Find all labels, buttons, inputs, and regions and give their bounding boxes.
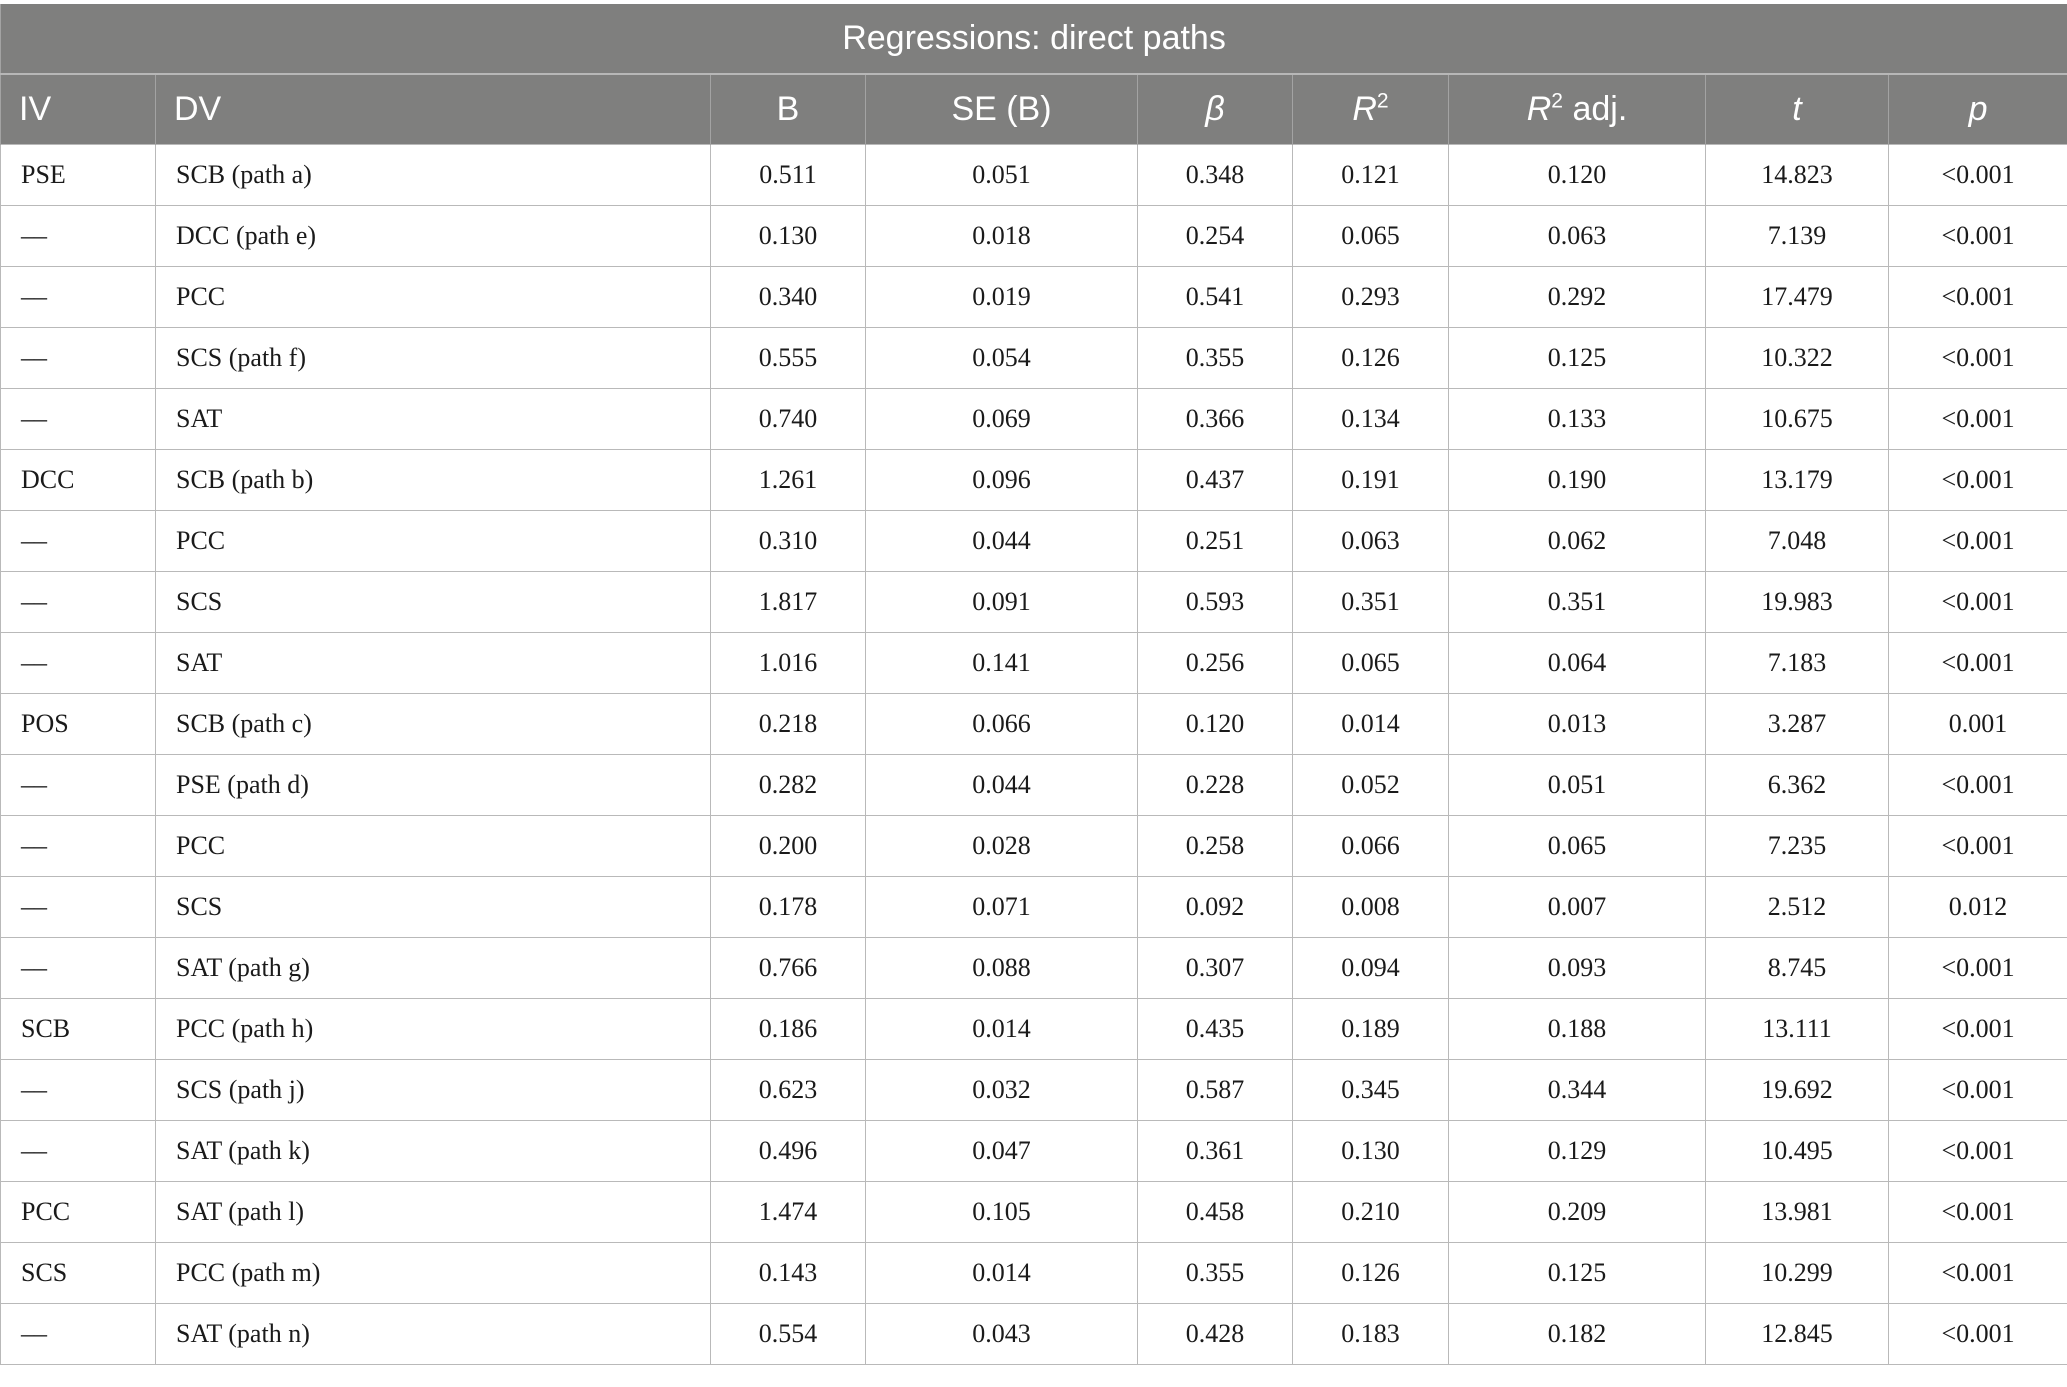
cell-iv: ––	[1, 938, 156, 999]
cell-t: 10.322	[1706, 328, 1889, 389]
cell-dv: SAT (path l)	[156, 1182, 711, 1243]
table-body	[1, 145, 2067, 1365]
cell-beta: 0.120	[1138, 694, 1293, 755]
cell-iv: ––	[1, 206, 156, 267]
table-row	[1, 206, 2067, 267]
table-title: Regressions: direct paths	[1, 4, 2067, 74]
cell-r2: 0.191	[1293, 450, 1449, 511]
header-se: SE (B)	[866, 74, 1138, 145]
cell-beta: 0.541	[1138, 267, 1293, 328]
cell-r2adj: 0.129	[1449, 1121, 1706, 1182]
cell-p: 0.012	[1889, 877, 2067, 938]
cell-beta: 0.092	[1138, 877, 1293, 938]
cell-t: 7.139	[1706, 206, 1889, 267]
cell-iv: ––	[1, 816, 156, 877]
cell-r2: 0.345	[1293, 1060, 1449, 1121]
cell-beta: 0.428	[1138, 1304, 1293, 1365]
cell-se: 0.091	[866, 572, 1138, 633]
cell-p: <0.001	[1889, 999, 2067, 1060]
table-row	[1, 1060, 2067, 1121]
table-row	[1, 633, 2067, 694]
cell-b: 0.623	[711, 1060, 866, 1121]
cell-t: 7.048	[1706, 511, 1889, 572]
cell-r2: 0.210	[1293, 1182, 1449, 1243]
cell-b: 0.186	[711, 999, 866, 1060]
cell-r2: 0.183	[1293, 1304, 1449, 1365]
regression-table	[0, 4, 2067, 1365]
cell-iv: SCS	[1, 1243, 156, 1304]
cell-t: 13.179	[1706, 450, 1889, 511]
table-row	[1, 755, 2067, 816]
cell-dv: SAT (path k)	[156, 1121, 711, 1182]
cell-beta: 0.254	[1138, 206, 1293, 267]
cell-iv: ––	[1, 389, 156, 450]
cell-iv: ––	[1, 1304, 156, 1365]
cell-p: <0.001	[1889, 755, 2067, 816]
cell-dv: PCC	[156, 267, 711, 328]
cell-b: 1.474	[711, 1182, 866, 1243]
cell-beta: 0.361	[1138, 1121, 1293, 1182]
cell-r2adj: 0.125	[1449, 1243, 1706, 1304]
cell-b: 0.282	[711, 755, 866, 816]
cell-dv: PCC	[156, 511, 711, 572]
cell-r2: 0.130	[1293, 1121, 1449, 1182]
cell-b: 0.200	[711, 816, 866, 877]
cell-iv: ––	[1, 328, 156, 389]
cell-beta: 0.307	[1138, 938, 1293, 999]
cell-b: 0.740	[711, 389, 866, 450]
cell-iv: ––	[1, 755, 156, 816]
header-r2-sup: 2	[1376, 89, 1389, 113]
cell-r2adj: 0.182	[1449, 1304, 1706, 1365]
header-r2adj-sup: 2	[1551, 89, 1564, 113]
table-row	[1, 328, 2067, 389]
cell-r2adj: 0.125	[1449, 328, 1706, 389]
cell-r2: 0.014	[1293, 694, 1449, 755]
cell-b: 0.511	[711, 145, 866, 206]
cell-iv: ––	[1, 1121, 156, 1182]
cell-dv: SAT (path n)	[156, 1304, 711, 1365]
cell-r2adj: 0.051	[1449, 755, 1706, 816]
cell-beta: 0.437	[1138, 450, 1293, 511]
cell-p: <0.001	[1889, 1060, 2067, 1121]
cell-t: 10.299	[1706, 1243, 1889, 1304]
cell-iv: SCB	[1, 999, 156, 1060]
cell-beta: 0.251	[1138, 511, 1293, 572]
table-row	[1, 267, 2067, 328]
cell-r2: 0.094	[1293, 938, 1449, 999]
cell-dv: SCB (path b)	[156, 450, 711, 511]
cell-t: 8.745	[1706, 938, 1889, 999]
header-beta: β	[1138, 74, 1293, 145]
cell-se: 0.051	[866, 145, 1138, 206]
cell-se: 0.043	[866, 1304, 1138, 1365]
cell-iv: ––	[1, 877, 156, 938]
header-t: t	[1706, 74, 1889, 145]
cell-p: <0.001	[1889, 389, 2067, 450]
header-r2-adj	[1449, 74, 1706, 145]
cell-se: 0.141	[866, 633, 1138, 694]
cell-b: 1.817	[711, 572, 866, 633]
cell-dv: SCB (path c)	[156, 694, 711, 755]
cell-b: 0.766	[711, 938, 866, 999]
table-row	[1, 511, 2067, 572]
cell-dv: SCS (path f)	[156, 328, 711, 389]
table-row	[1, 694, 2067, 755]
cell-b: 0.218	[711, 694, 866, 755]
table-row	[1, 938, 2067, 999]
cell-se: 0.088	[866, 938, 1138, 999]
cell-beta: 0.256	[1138, 633, 1293, 694]
cell-se: 0.069	[866, 389, 1138, 450]
cell-p: <0.001	[1889, 1304, 2067, 1365]
cell-r2adj: 0.351	[1449, 572, 1706, 633]
cell-b: 1.016	[711, 633, 866, 694]
regression-table-container	[0, 4, 2067, 1365]
cell-r2adj: 0.065	[1449, 816, 1706, 877]
cell-se: 0.047	[866, 1121, 1138, 1182]
header-r2adj-base: R	[1526, 90, 1552, 128]
cell-dv: SCB (path a)	[156, 145, 711, 206]
cell-dv: SAT	[156, 389, 711, 450]
cell-se: 0.071	[866, 877, 1138, 938]
cell-se: 0.019	[866, 267, 1138, 328]
table-row	[1, 1182, 2067, 1243]
cell-beta: 0.587	[1138, 1060, 1293, 1121]
cell-se: 0.014	[866, 1243, 1138, 1304]
cell-dv: PCC (path h)	[156, 999, 711, 1060]
cell-r2: 0.126	[1293, 1243, 1449, 1304]
cell-r2: 0.293	[1293, 267, 1449, 328]
cell-r2: 0.189	[1293, 999, 1449, 1060]
cell-r2adj: 0.062	[1449, 511, 1706, 572]
cell-beta: 0.435	[1138, 999, 1293, 1060]
cell-iv: POS	[1, 694, 156, 755]
cell-p: <0.001	[1889, 511, 2067, 572]
cell-r2: 0.121	[1293, 145, 1449, 206]
table-row	[1, 877, 2067, 938]
header-r2adj-suffix: adj.	[1563, 90, 1628, 128]
cell-dv: SCS	[156, 572, 711, 633]
cell-se: 0.096	[866, 450, 1138, 511]
cell-se: 0.105	[866, 1182, 1138, 1243]
cell-t: 3.287	[1706, 694, 1889, 755]
header-r2	[1293, 74, 1449, 145]
cell-se: 0.014	[866, 999, 1138, 1060]
cell-r2: 0.008	[1293, 877, 1449, 938]
cell-dv: SAT	[156, 633, 711, 694]
cell-p: <0.001	[1889, 633, 2067, 694]
cell-b: 0.555	[711, 328, 866, 389]
cell-b: 0.310	[711, 511, 866, 572]
cell-r2adj: 0.064	[1449, 633, 1706, 694]
cell-r2: 0.052	[1293, 755, 1449, 816]
cell-beta: 0.355	[1138, 1243, 1293, 1304]
header-iv: IV	[1, 74, 156, 145]
cell-iv: ––	[1, 511, 156, 572]
cell-dv: PCC (path m)	[156, 1243, 711, 1304]
header-r2-base: R	[1352, 90, 1377, 128]
cell-r2: 0.066	[1293, 816, 1449, 877]
cell-p: <0.001	[1889, 1243, 2067, 1304]
cell-t: 10.495	[1706, 1121, 1889, 1182]
cell-r2adj: 0.344	[1449, 1060, 1706, 1121]
cell-b: 0.143	[711, 1243, 866, 1304]
cell-t: 10.675	[1706, 389, 1889, 450]
table-row	[1, 1304, 2067, 1365]
cell-iv: ––	[1, 633, 156, 694]
cell-p: <0.001	[1889, 816, 2067, 877]
cell-beta: 0.348	[1138, 145, 1293, 206]
cell-iv: ––	[1, 267, 156, 328]
cell-t: 17.479	[1706, 267, 1889, 328]
header-p: p	[1889, 74, 2067, 145]
cell-p: <0.001	[1889, 938, 2067, 999]
header-dv: DV	[156, 74, 711, 145]
cell-se: 0.066	[866, 694, 1138, 755]
table-row	[1, 1121, 2067, 1182]
cell-dv: SCS (path j)	[156, 1060, 711, 1121]
cell-t: 19.983	[1706, 572, 1889, 633]
cell-r2adj: 0.209	[1449, 1182, 1706, 1243]
cell-se: 0.032	[866, 1060, 1138, 1121]
cell-se: 0.054	[866, 328, 1138, 389]
cell-r2: 0.063	[1293, 511, 1449, 572]
cell-r2: 0.126	[1293, 328, 1449, 389]
cell-t: 12.845	[1706, 1304, 1889, 1365]
cell-p: <0.001	[1889, 206, 2067, 267]
cell-dv: PSE (path d)	[156, 755, 711, 816]
cell-b: 0.130	[711, 206, 866, 267]
cell-p: <0.001	[1889, 1121, 2067, 1182]
table-row	[1, 572, 2067, 633]
header-b: B	[711, 74, 866, 145]
cell-beta: 0.593	[1138, 572, 1293, 633]
cell-r2adj: 0.190	[1449, 450, 1706, 511]
cell-r2adj: 0.013	[1449, 694, 1706, 755]
cell-t: 13.981	[1706, 1182, 1889, 1243]
table-row	[1, 999, 2067, 1060]
cell-r2adj: 0.188	[1449, 999, 1706, 1060]
cell-r2: 0.065	[1293, 206, 1449, 267]
cell-se: 0.018	[866, 206, 1138, 267]
header-row	[1, 74, 2067, 145]
cell-iv: PCC	[1, 1182, 156, 1243]
cell-t: 2.512	[1706, 877, 1889, 938]
cell-p: <0.001	[1889, 1182, 2067, 1243]
cell-dv: SCS	[156, 877, 711, 938]
cell-beta: 0.258	[1138, 816, 1293, 877]
cell-dv: DCC (path e)	[156, 206, 711, 267]
cell-iv: DCC	[1, 450, 156, 511]
cell-t: 7.183	[1706, 633, 1889, 694]
cell-r2adj: 0.133	[1449, 389, 1706, 450]
cell-beta: 0.366	[1138, 389, 1293, 450]
cell-t: 19.692	[1706, 1060, 1889, 1121]
table-row	[1, 145, 2067, 206]
cell-p: <0.001	[1889, 267, 2067, 328]
cell-r2adj: 0.093	[1449, 938, 1706, 999]
cell-r2adj: 0.063	[1449, 206, 1706, 267]
cell-t: 14.823	[1706, 145, 1889, 206]
table-row	[1, 1243, 2067, 1304]
cell-beta: 0.228	[1138, 755, 1293, 816]
cell-r2: 0.134	[1293, 389, 1449, 450]
cell-b: 1.261	[711, 450, 866, 511]
cell-t: 6.362	[1706, 755, 1889, 816]
cell-beta: 0.458	[1138, 1182, 1293, 1243]
cell-p: <0.001	[1889, 572, 2067, 633]
cell-p: <0.001	[1889, 450, 2067, 511]
cell-r2: 0.351	[1293, 572, 1449, 633]
table-row	[1, 816, 2067, 877]
table-row	[1, 389, 2067, 450]
cell-beta: 0.355	[1138, 328, 1293, 389]
cell-iv: ––	[1, 572, 156, 633]
cell-t: 7.235	[1706, 816, 1889, 877]
cell-b: 0.340	[711, 267, 866, 328]
cell-r2adj: 0.292	[1449, 267, 1706, 328]
cell-b: 0.496	[711, 1121, 866, 1182]
cell-b: 0.178	[711, 877, 866, 938]
cell-dv: PCC	[156, 816, 711, 877]
cell-se: 0.044	[866, 755, 1138, 816]
table-row	[1, 450, 2067, 511]
cell-iv: ––	[1, 1060, 156, 1121]
cell-r2adj: 0.007	[1449, 877, 1706, 938]
cell-se: 0.028	[866, 816, 1138, 877]
cell-se: 0.044	[866, 511, 1138, 572]
cell-b: 0.554	[711, 1304, 866, 1365]
cell-p: <0.001	[1889, 145, 2067, 206]
cell-r2adj: 0.120	[1449, 145, 1706, 206]
cell-iv: PSE	[1, 145, 156, 206]
cell-r2: 0.065	[1293, 633, 1449, 694]
cell-dv: SAT (path g)	[156, 938, 711, 999]
cell-p: <0.001	[1889, 328, 2067, 389]
cell-t: 13.111	[1706, 999, 1889, 1060]
cell-p: 0.001	[1889, 694, 2067, 755]
